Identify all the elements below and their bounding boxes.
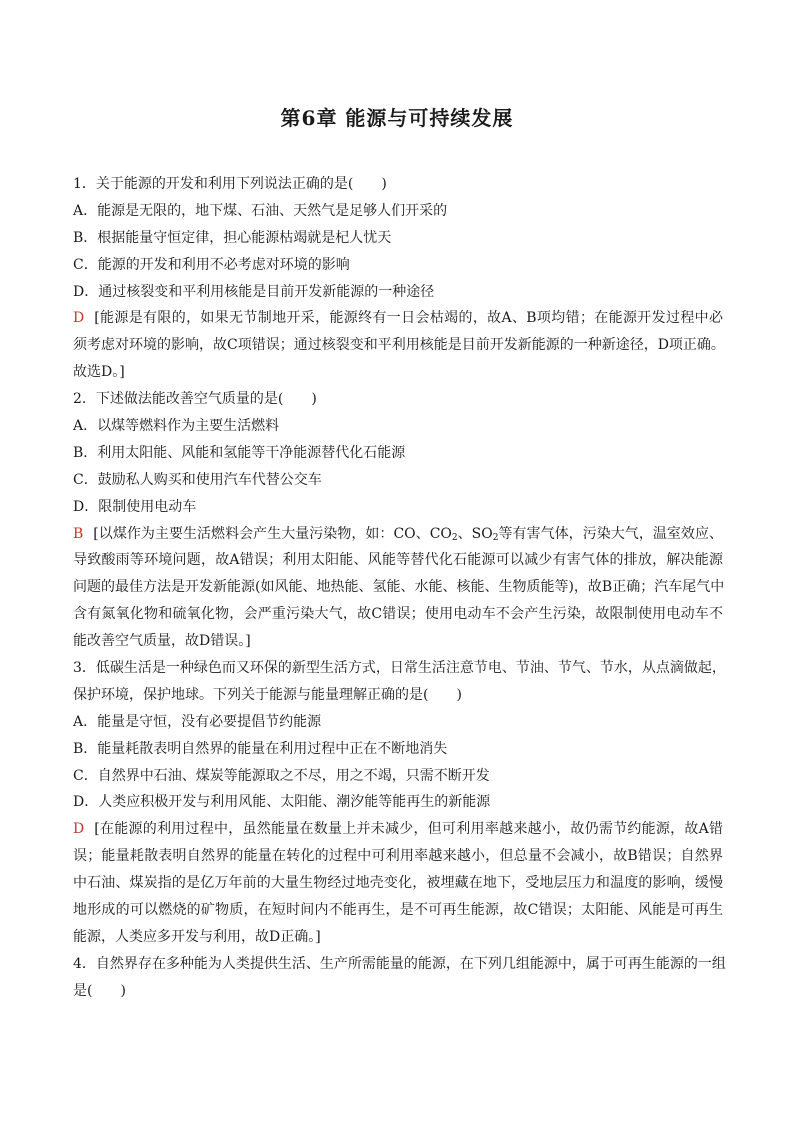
answer-explanation-line: D [在能源的利用过程中，虽然能量在数量上并未减少，但可利用率越来越小，故仍需节约能源，故A错 [73, 821, 723, 838]
question-4 [73, 951, 726, 1005]
question-stem: 保护环境，保护地球。下列关于能源与能量理解正确的是( ) [73, 686, 462, 703]
option-a: A．以煤等燃料作为主要生活燃料 [73, 418, 280, 435]
answer-explanation-line: 故选D。] [73, 364, 125, 381]
option-b: B．根据能量守恒定律，担心能源枯竭就是杞人忧天 [73, 229, 392, 246]
question-3 [73, 655, 726, 951]
answer-explanation-line: 须考虑对环境的影响，故C项错误；通过核裂变和平利用核能是目前开发新能源的一种新途径，D项正确。 [73, 337, 725, 354]
option-d: D．人类应积极开发与利用风能、太阳能、潮汐能等能再生的新能源 [73, 794, 491, 811]
answer-explanation-line: 能源，人类应多开发与利用，故D正确。] [73, 928, 321, 945]
answer-explanation-line: B [以煤作为主要生活燃料会产生大量污染物，如：CO、$CO_2$、$SO_2$等有害气体，污染大气，温室效应、 [73, 525, 723, 543]
question-stem: 4．自然界存在多种能为人类提供生活、生产所需能量的能源，在下列几组能源中，属于可再生能源的一组 [73, 955, 726, 972]
answer-explanation-line: 含有氮氧化物和硫氧化物，会严重污染大气，故C错误；使用电动车不会产生污染，故限制使用电动车不 [73, 606, 723, 623]
answer-explanation-line: 能改善空气质量，故D错误。] [73, 633, 251, 650]
question-stem: 是( ) [73, 982, 126, 999]
option-b: B．能量耗散表明自然界的能量在利用过程中正在不断地消失 [73, 740, 448, 757]
option-d: D．限制使用电动车 [73, 498, 197, 515]
option-c: C．鼓励私人购买和使用汽车代替公交车 [73, 471, 322, 488]
answer-letter: D [73, 310, 85, 327]
question-1 [73, 171, 723, 386]
answer-explanation-line: 导致酸雨等环境问题，故A错误；利用太阳能、风能等替代化石能源可以减少有害气体的排放，解决能源 [73, 552, 723, 569]
question-stem: 1．关于能源的开发和利用下列说法正确的是( ) [73, 176, 387, 192]
subscript: 2 [451, 532, 458, 543]
question-stem: 2．下述做法能改善空气质量的是( ) [73, 391, 317, 408]
question-2 [73, 386, 723, 655]
question-stem: 3．低碳生活是一种绿色而又环保的新型生活方式，日常生活注意节电、节油、节气、节水，从点滴做起， [73, 660, 726, 677]
answer-explanation-line: 问题的最佳方法是开发新能源(如风能、地热能、氢能、水能、核能、生物质能等)，故B正确；汽车尾气中 [73, 579, 725, 596]
option-c: C．能源的开发和利用不必考虑对环境的影响 [73, 256, 350, 273]
answer-explanation-line: D [能源是有限的，如果无节制地开采，能源终有一日会枯竭的，故A、B项均错；在能源开发过程中必 [73, 310, 723, 327]
answer-explanation-line: 地形成的可以燃烧的矿物质，在短时间内不能再生，是不可再生能源，故C错误；太阳能、风能是可再生 [73, 902, 723, 919]
option-c: C．自然界中石油、煤炭等能源取之不尽，用之不竭，只需不断开发 [73, 767, 490, 784]
answer-letter: D [73, 821, 85, 838]
option-b: B．利用太阳能、风能和氢能等干净能源替代化石能源 [73, 444, 406, 461]
answer-explanation-line: 误；能量耗散表明自然界的能量在转化的过程中可利用率越来越小，但总量不会减小，故B错误；自然界 [73, 848, 723, 865]
option-a: A．能源是无限的，地下煤、石油、天然气是足够人们开采的 [73, 202, 448, 219]
subscript: 2 [492, 532, 499, 543]
document-body [73, 171, 726, 1005]
answer-explanation-line: 中石油、煤炭指的是亿万年前的大量生物经过地壳变化，被埋藏在地下，受地层压力和温度的影响，缓慢 [73, 875, 723, 892]
option-d: D．通过核裂变和平利用核能是目前开发新能源的一种途径 [73, 283, 435, 300]
page-title: 第6章 能源与可持续发展 [280, 106, 514, 130]
answer-letter: B [73, 525, 84, 542]
option-a: A．能量是守恒，没有必要提倡节约能源 [73, 713, 322, 730]
